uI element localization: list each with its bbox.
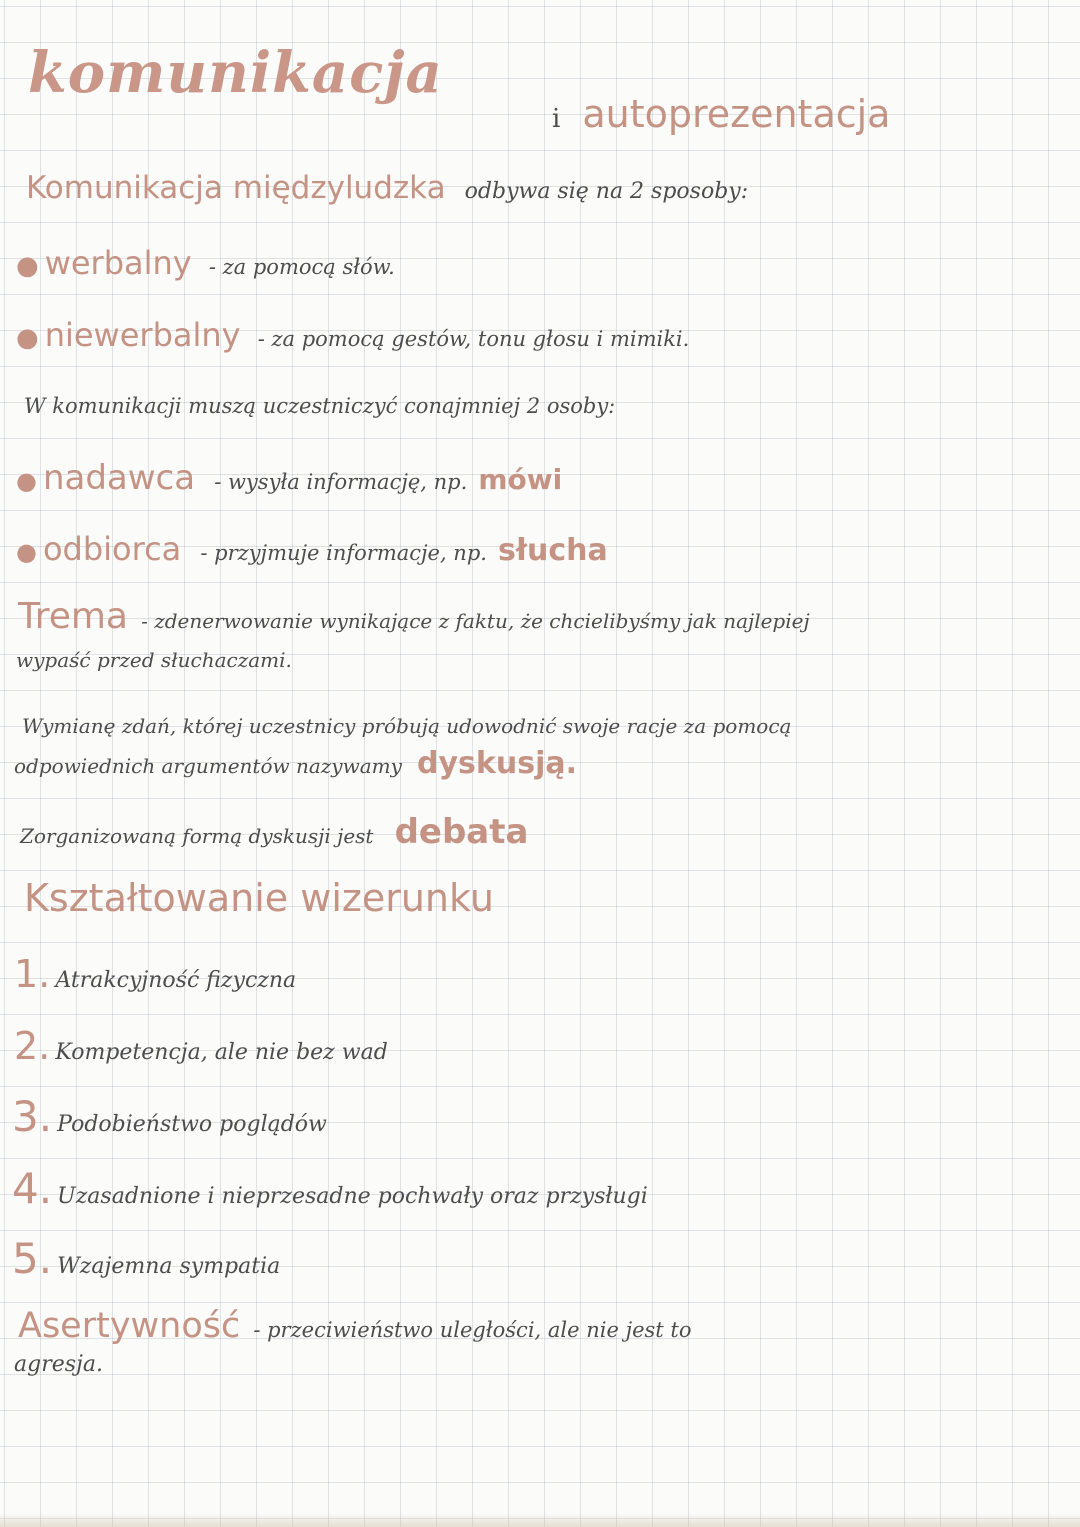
way-term: werbalny (44, 244, 192, 282)
list-item-text: Podobieństwo poglądów (57, 1112, 327, 1137)
way-term: niewerbalny (44, 316, 241, 354)
trema-definition (18, 596, 810, 637)
list-item (14, 1024, 388, 1068)
participant-term: nadawca (42, 458, 196, 498)
debate-term: debata (394, 812, 529, 852)
intro-term: Komunikacja międzyludzka (26, 170, 446, 206)
discussion-term: dyskusją. (417, 746, 577, 781)
way-item-nonverbal (16, 316, 689, 354)
bullet-icon: ● (16, 538, 37, 566)
discussion-text-continued: odpowiednich argumentów nazywamy (14, 754, 402, 778)
list-item-text: Wzajemna sympatia (57, 1254, 281, 1279)
intro-line (26, 170, 748, 206)
list-item-text: Kompetencja, ale nie bez wad (55, 1040, 388, 1065)
section-heading: Kształtowanie wizerunku (24, 876, 494, 920)
participant-text: - przyjmuje informacje, np. (200, 541, 487, 565)
list-item-text: Atrakcyjność fizyczna (55, 968, 297, 993)
trema-text-continued: wypaść przed słuchaczami. (16, 648, 292, 672)
way-item-verbal (16, 244, 395, 282)
assertiveness-text-continued: agresja. (14, 1352, 103, 1377)
list-item (12, 1092, 327, 1141)
list-item-text: Uzasadnione i nieprzesadne pochwały oraz przysługi (57, 1184, 648, 1209)
assertiveness-definition (18, 1306, 691, 1346)
bullet-icon: ● (16, 323, 39, 353)
participant-text: - wysyła informację, np. (214, 470, 468, 494)
intro-text: odbywa się na 2 sposoby: (464, 179, 749, 204)
way-text: - za pomocą gestów, tonu głosu i mimiki. (257, 327, 690, 351)
subtitle-text: autoprezentacja (582, 92, 891, 136)
way-text: - za pomocą słów. (208, 255, 395, 279)
page-subtitle (552, 92, 890, 136)
discussion-text: Wymianę zdań, której uczestnicy próbują udowodnić swoje racje za pomocą (22, 714, 792, 738)
participant-term: odbiorca (42, 530, 182, 568)
title-connector: i (552, 104, 561, 134)
list-item (12, 1164, 648, 1213)
assertiveness-term: Asertywność (18, 1306, 241, 1346)
participant-example: słucha (498, 533, 608, 568)
bullet-icon: ● (16, 467, 37, 495)
participant-receiver (16, 530, 608, 568)
debate-line (20, 812, 528, 852)
participants-intro: W komunikacji muszą uczestniczyć conajmniej 2 osoby: (24, 394, 616, 418)
list-item-number: 4. (12, 1164, 53, 1213)
trema-term: Trema (18, 596, 128, 637)
page-bottom-edge (0, 1513, 1080, 1527)
participant-sender (16, 458, 562, 498)
debate-text: Zorganizowaną formą dyskusji jest (20, 824, 374, 848)
assertiveness-text: - przeciwieństwo uległości, ale nie jest to (253, 1318, 692, 1342)
list-item-number: 5. (12, 1234, 53, 1283)
bullet-icon: ● (16, 251, 39, 281)
list-item (14, 952, 296, 996)
trema-text: - zdenerwowanie wynikające z faktu, że chcielibyśmy jak najlepiej (141, 609, 810, 633)
page-title: komunikacja (28, 40, 443, 106)
list-item-number: 1. (14, 952, 51, 996)
list-item-number: 3. (12, 1092, 53, 1141)
list-item (12, 1234, 280, 1283)
participant-example: mówi (478, 463, 563, 496)
discussion-line (14, 746, 577, 781)
list-item-number: 2. (14, 1024, 51, 1068)
